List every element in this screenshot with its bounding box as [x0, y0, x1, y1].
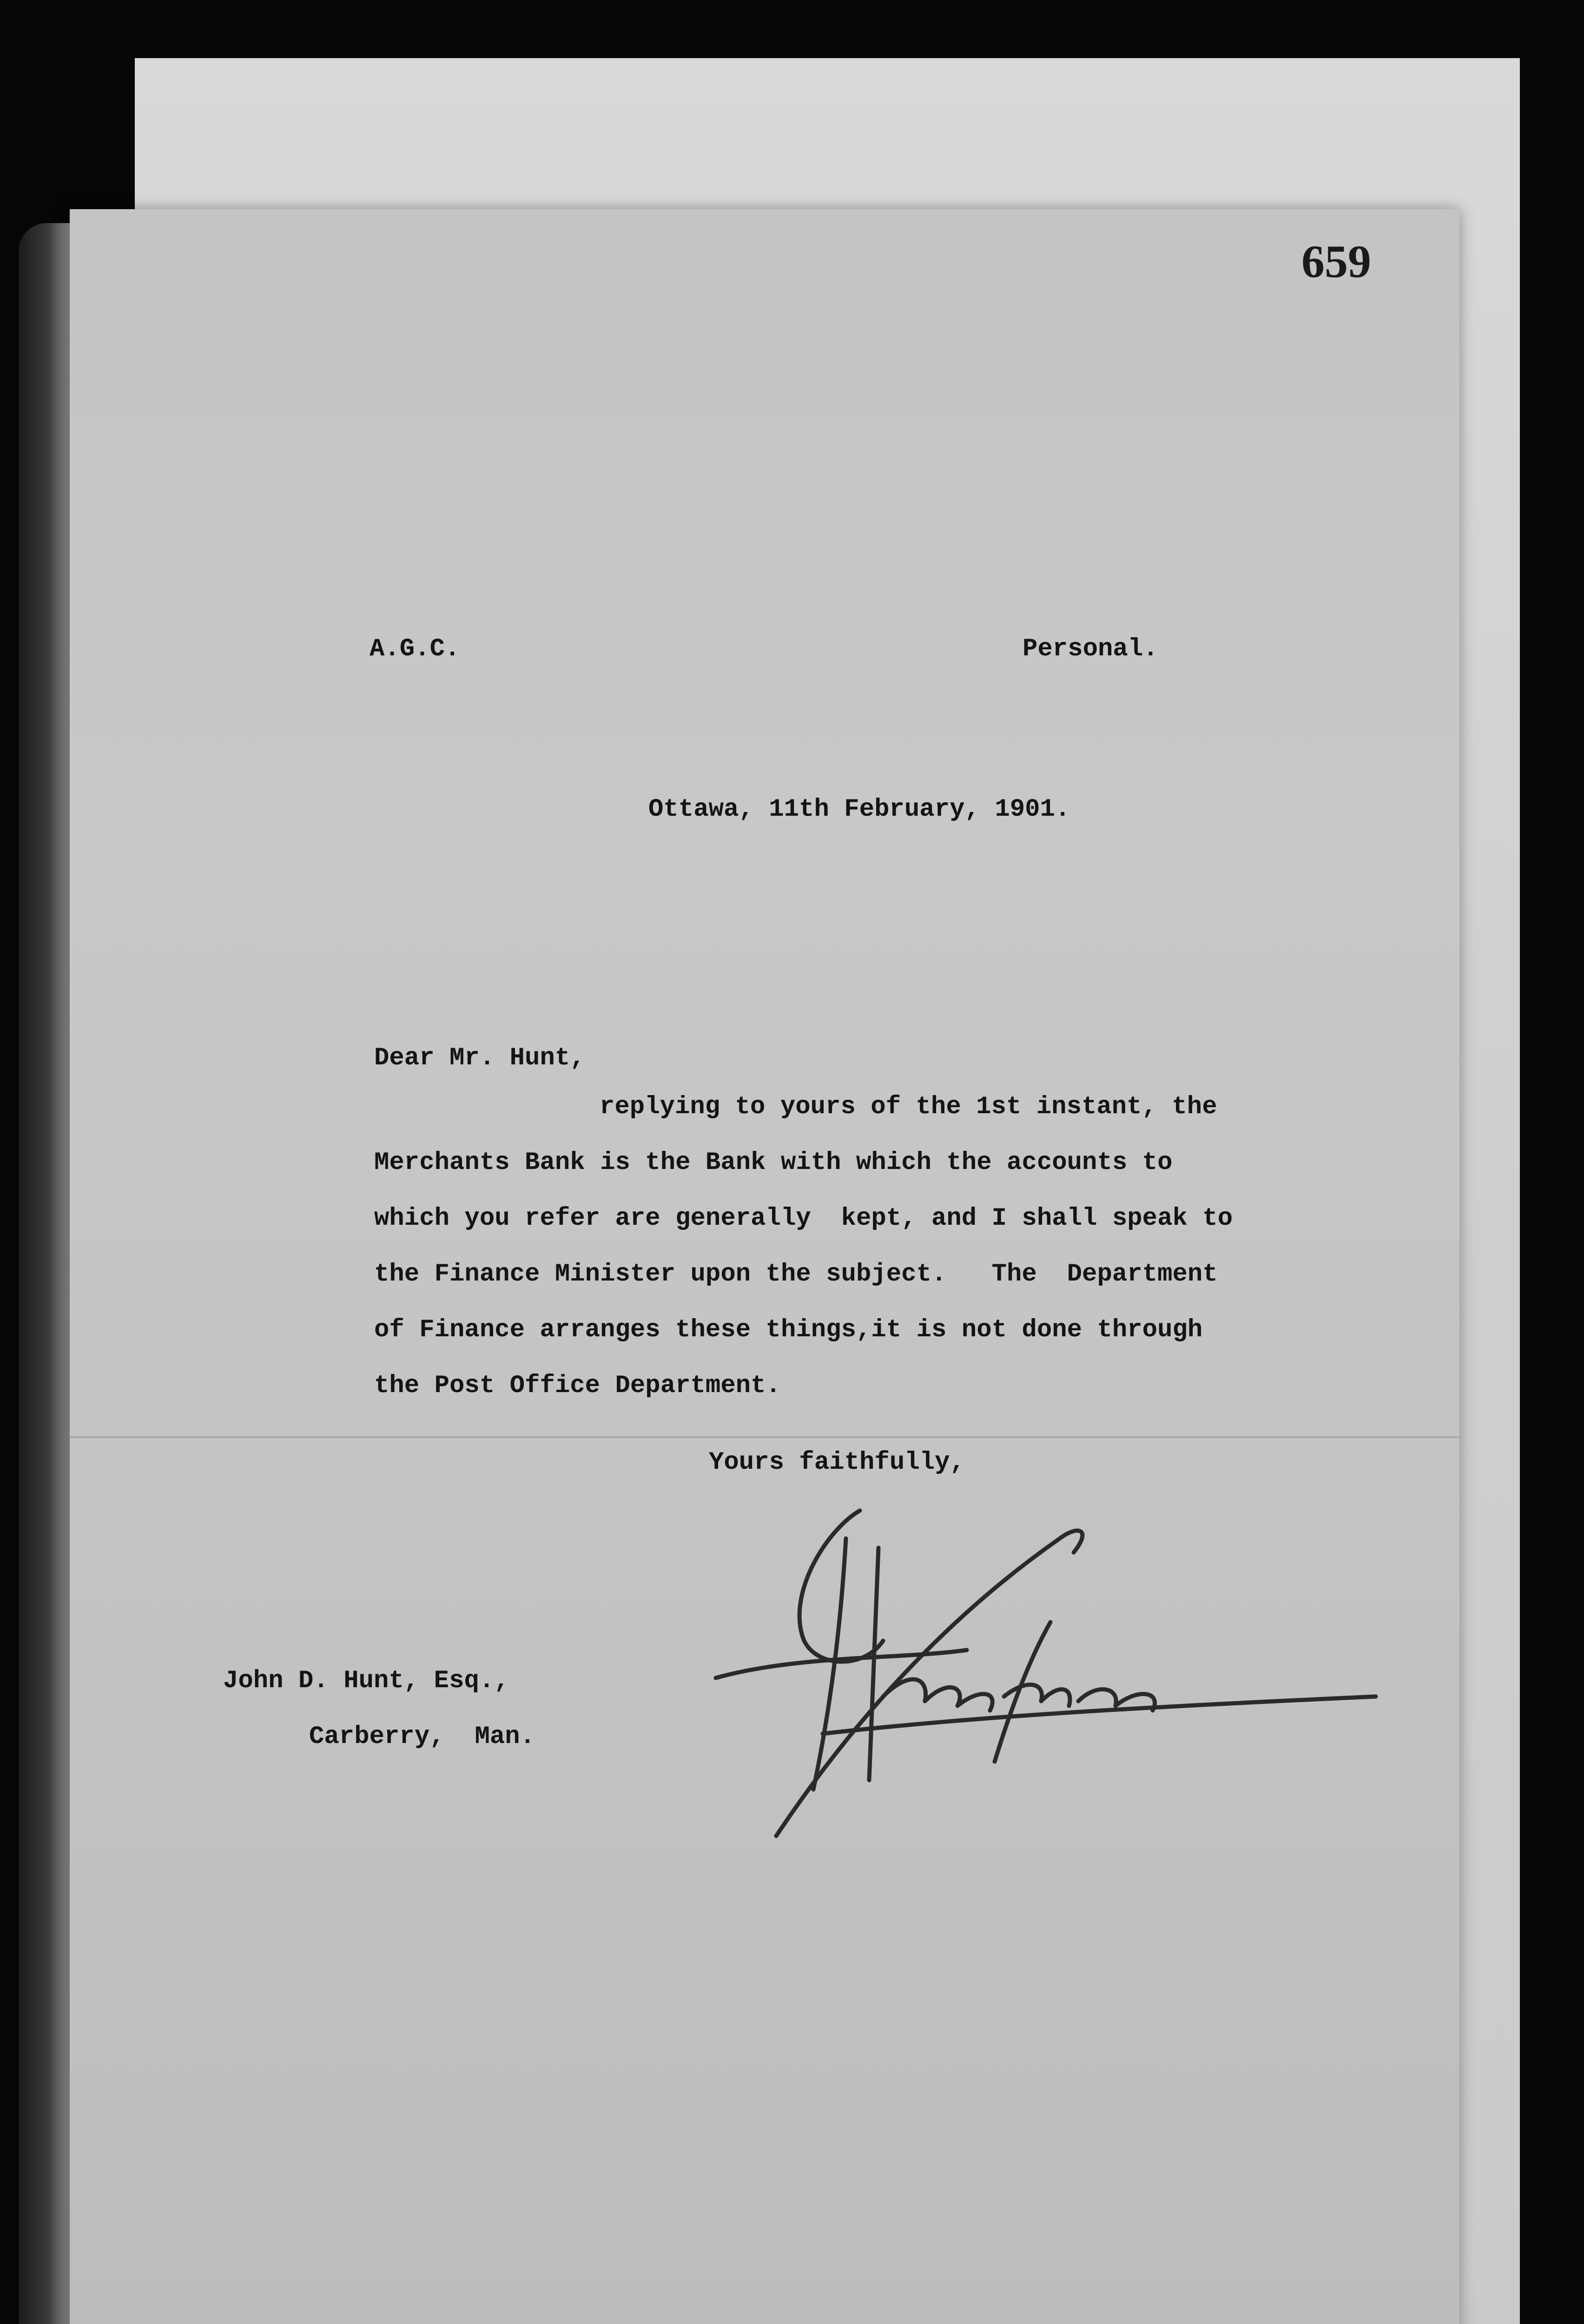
body-line: replying to yours of the 1st instant, the — [600, 1093, 1217, 1121]
body-line: the Post Office Department. — [374, 1372, 781, 1400]
closing: Yours faithfully, — [709, 1448, 965, 1477]
date-line: Ottawa, 11th February, 1901. — [648, 795, 1070, 824]
addressee-place: Carberry, Man. — [309, 1723, 535, 1751]
body-line: the Finance Minister upon the subject. The Department — [374, 1260, 1218, 1288]
handwritten-signature — [706, 1501, 1380, 1850]
page-number: 659 — [1301, 236, 1371, 287]
header-personal: Personal. — [1023, 635, 1158, 663]
header-initials: A.G.C. — [370, 635, 460, 663]
fold-line — [70, 1436, 1459, 1438]
body-line: which you refer are generally kept, and I shall speak to — [374, 1204, 1233, 1233]
addressee-name: John D. Hunt, Esq., — [223, 1667, 509, 1695]
salutation: Dear Mr. Hunt, — [374, 1044, 585, 1072]
body-line: Merchants Bank is the Bank with which the accounts to — [374, 1149, 1173, 1177]
body-line: of Finance arranges these things,it is not done through — [374, 1316, 1203, 1344]
